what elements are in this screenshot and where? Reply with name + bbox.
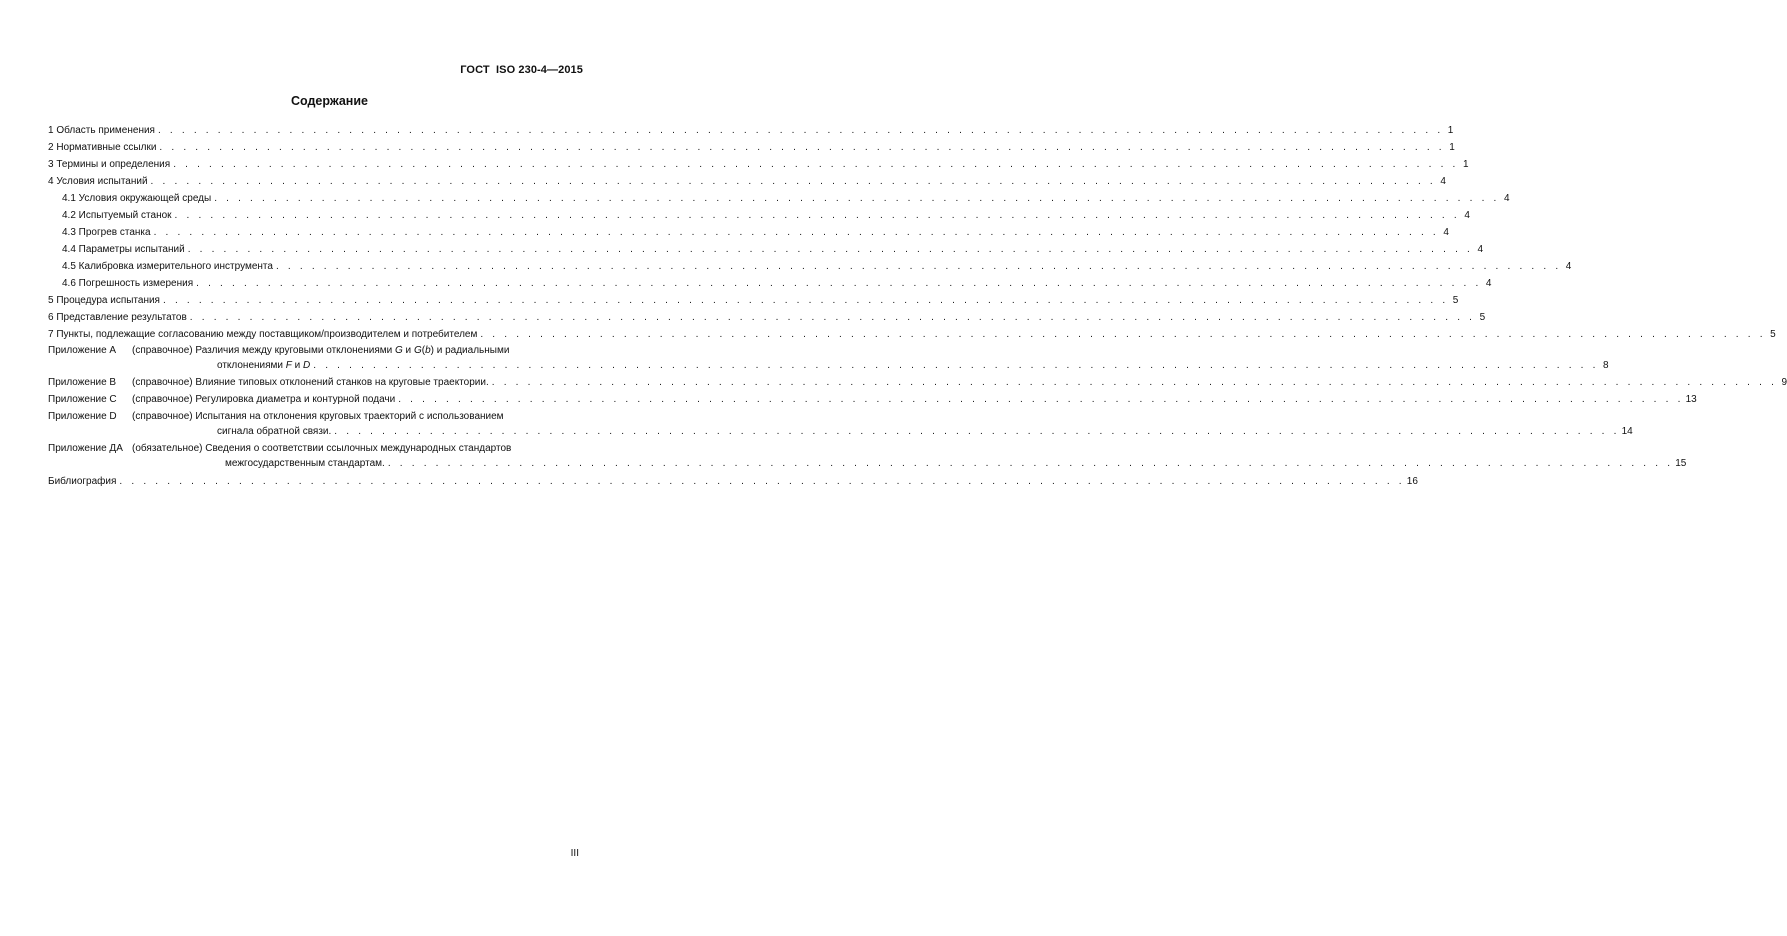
leader-dots xyxy=(492,376,1777,390)
page-number: III xyxy=(570,848,579,859)
leader-dots xyxy=(276,260,1561,273)
toc-page-number: 4 xyxy=(1485,278,1492,289)
toc-page-number: 5 xyxy=(1479,312,1486,323)
leader-dots xyxy=(154,226,1439,239)
toc-appendix-c[interactable] xyxy=(48,390,1697,407)
leader-dots xyxy=(480,328,1765,341)
toc-entry[interactable] xyxy=(48,154,1469,171)
toc-entry[interactable] xyxy=(48,222,1449,239)
leader-dots xyxy=(313,359,1598,373)
page-title: Содержание xyxy=(290,94,368,108)
leader-dots xyxy=(388,457,1673,471)
toc-page-number: 15 xyxy=(1675,458,1687,469)
appendix-name: Приложение D xyxy=(48,411,117,422)
toc-page-number: 4 xyxy=(1565,261,1572,272)
toc-page-number: 5 xyxy=(1770,329,1776,340)
toc-entry[interactable] xyxy=(48,324,1776,341)
leader-dots xyxy=(398,393,1683,407)
toc-entry[interactable] xyxy=(48,205,1470,222)
leader-dots xyxy=(151,175,1436,188)
toc-label: 3 Термины и определения xyxy=(48,159,171,170)
appendix-title: (справочное) Регулировка диаметра и контурной подачи xyxy=(132,394,396,405)
toc-page-number: 8 xyxy=(1603,360,1609,371)
toc-entry[interactable] xyxy=(48,137,1455,154)
leader-dots xyxy=(334,425,1619,439)
toc-page-number: 5 xyxy=(1452,295,1459,306)
toc-label: 6 Представление результатов xyxy=(48,312,187,323)
toc-entry[interactable] xyxy=(48,188,1510,205)
leader-dots xyxy=(214,192,1499,205)
appendix-name: Приложение C xyxy=(48,394,117,405)
appendix-title-line2: межгосударственным стандартам. xyxy=(225,458,385,469)
leader-dots xyxy=(188,243,1473,256)
appendix-name: Приложение B xyxy=(48,377,117,388)
toc-appendix-d[interactable] xyxy=(48,407,1633,439)
appendix-title-line2: сигнала обратной связи. xyxy=(217,426,332,437)
leader-dots xyxy=(175,209,1460,222)
toc-page-number: 1 xyxy=(1449,142,1455,153)
toc-label: 4 Условия испытаний xyxy=(48,176,148,187)
appendix-name: Приложение A xyxy=(48,345,117,356)
toc-label: 1 Область применения xyxy=(48,125,155,136)
toc-label: 4.5 Калибровка измерительного инструмента xyxy=(62,261,273,272)
toc-appendix-a[interactable] xyxy=(48,341,1609,373)
document-code: ГОСТ ISO 230-4—2015 xyxy=(460,64,583,76)
toc-entry[interactable] xyxy=(48,273,1492,290)
toc-page-number: 4 xyxy=(1503,193,1510,204)
leader-dots xyxy=(173,158,1458,171)
toc-page-number: 1 xyxy=(1447,125,1454,136)
leader-dots xyxy=(196,277,1481,290)
toc-label: 4.2 Испытуемый станок xyxy=(62,210,172,221)
toc-entry[interactable] xyxy=(48,171,1446,188)
toc-bibliography[interactable] xyxy=(48,471,1418,488)
toc-appendix-b[interactable] xyxy=(48,373,1787,390)
toc-label: 4.4 Параметры испытаний xyxy=(62,244,185,255)
toc-entry[interactable] xyxy=(48,307,1486,324)
leader-dots xyxy=(158,124,1443,137)
toc-label: 7 Пункты, подлежащие согласованию между поставщиком/производителем и потребителем xyxy=(48,329,478,340)
appendix-name: Приложение ДА xyxy=(48,443,123,454)
toc-label: 4.6 Погрешность измерения xyxy=(62,278,194,289)
toc-label: 4.1 Условия окружающей среды xyxy=(62,193,212,204)
toc-entry[interactable] xyxy=(48,120,1454,137)
appendix-title-line1: (справочное) Испытания на отклонения круговых траекторий с использованием xyxy=(132,411,504,422)
toc-page-number: 4 xyxy=(1443,227,1449,238)
toc-page-number: 13 xyxy=(1685,394,1697,405)
toc-page-number: 16 xyxy=(1406,476,1418,487)
toc-appendix-da[interactable] xyxy=(48,439,1687,471)
appendix-title-line2: отклонениями F и D xyxy=(217,360,311,371)
toc-label: Библиография xyxy=(48,476,117,487)
toc-entry[interactable] xyxy=(48,290,1459,307)
leader-dots xyxy=(119,475,1404,488)
toc-page-number: 4 xyxy=(1440,176,1446,187)
toc-label: 4.3 Прогрев станка xyxy=(62,227,151,238)
leader-dots xyxy=(163,294,1448,307)
toc-page-number: 4 xyxy=(1477,244,1484,255)
toc-label: 2 Нормативные ссылки xyxy=(48,142,157,153)
toc-page-number: 14 xyxy=(1621,426,1633,437)
toc-entry[interactable] xyxy=(48,239,1484,256)
toc-page-number: 1 xyxy=(1462,159,1469,170)
appendix-title: (справочное) Влияние типовых отклонений станков на круговые траектории. xyxy=(132,377,489,388)
toc-entry[interactable] xyxy=(48,256,1572,273)
toc-label: 5 Процедура испытания xyxy=(48,295,160,306)
table-of-contents xyxy=(48,120,1787,488)
appendix-title-line1: (справочное) Различия между круговыми отклонениями G и G(b) и радиальными xyxy=(132,345,510,356)
appendix-title-line1: (обязательное) Сведения о соответствии ссылочных международных стандартов xyxy=(132,443,512,454)
leader-dots xyxy=(159,141,1444,154)
toc-page-number: 4 xyxy=(1464,210,1470,221)
leader-dots xyxy=(190,311,1475,324)
toc-page-number: 9 xyxy=(1781,377,1787,388)
